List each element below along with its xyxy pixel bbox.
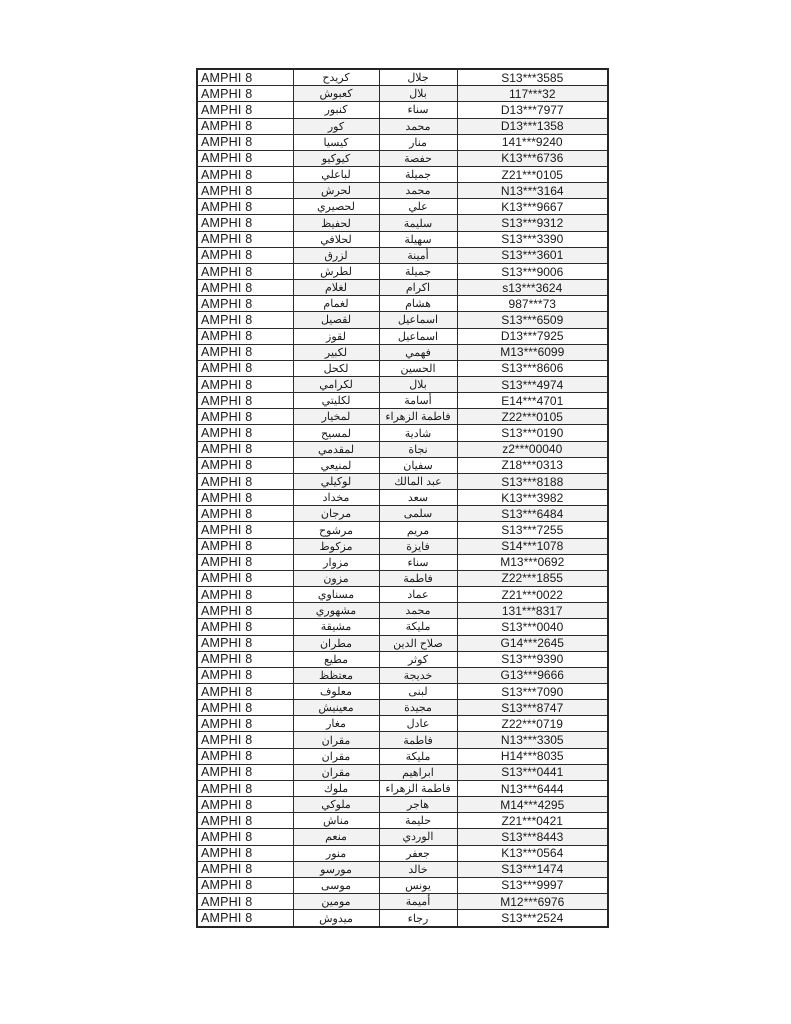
room-cell: AMPHI 8 xyxy=(197,473,293,489)
last-name-cell: منور xyxy=(293,845,379,861)
room-cell: AMPHI 8 xyxy=(197,69,293,86)
first-name-cell: بلال xyxy=(379,377,457,393)
last-name-cell: مقران xyxy=(293,748,379,764)
masked-id-cell: Z22***0105 xyxy=(457,409,608,425)
masked-id-cell: M13***6099 xyxy=(457,344,608,360)
table-row xyxy=(197,102,608,118)
last-name-cell: كيوكيو xyxy=(293,150,379,166)
first-name-cell: مريم xyxy=(379,522,457,538)
first-name-cell: خديجة xyxy=(379,667,457,683)
last-name-cell: لحلافي xyxy=(293,231,379,247)
last-name-cell: مخداد xyxy=(293,490,379,506)
room-cell: AMPHI 8 xyxy=(197,764,293,780)
room-cell: AMPHI 8 xyxy=(197,231,293,247)
table-row xyxy=(197,522,608,538)
table-row xyxy=(197,538,608,554)
first-name-cell: لبنى xyxy=(379,683,457,699)
first-name-cell: عماد xyxy=(379,587,457,603)
masked-id-cell: Z22***1855 xyxy=(457,570,608,586)
table-row xyxy=(197,166,608,182)
masked-id-cell: Z21***0105 xyxy=(457,166,608,182)
table-row xyxy=(197,683,608,699)
masked-id-cell: S13***3390 xyxy=(457,231,608,247)
table-row xyxy=(197,409,608,425)
first-name-cell: يونس xyxy=(379,877,457,893)
first-name-cell: مليكة xyxy=(379,748,457,764)
last-name-cell: كيسيا xyxy=(293,134,379,150)
room-cell: AMPHI 8 xyxy=(197,813,293,829)
room-cell: AMPHI 8 xyxy=(197,522,293,538)
first-name-cell: فهمي xyxy=(379,344,457,360)
first-name-cell: سعد xyxy=(379,490,457,506)
first-name-cell: أميمة xyxy=(379,894,457,910)
last-name-cell: لكبير xyxy=(293,344,379,360)
room-cell: AMPHI 8 xyxy=(197,377,293,393)
table-row xyxy=(197,263,608,279)
last-name-cell: لوكيلي xyxy=(293,473,379,489)
table-row xyxy=(197,716,608,732)
table-row xyxy=(197,619,608,635)
first-name-cell: سلمى xyxy=(379,506,457,522)
first-name-cell: جميلة xyxy=(379,166,457,182)
last-name-cell: مرشوح xyxy=(293,522,379,538)
last-name-cell: معتظظ xyxy=(293,667,379,683)
first-name-cell: محمد xyxy=(379,603,457,619)
room-cell: AMPHI 8 xyxy=(197,247,293,263)
masked-id-cell: S13***4974 xyxy=(457,377,608,393)
table-row xyxy=(197,425,608,441)
first-name-cell: مليكة xyxy=(379,619,457,635)
room-cell: AMPHI 8 xyxy=(197,409,293,425)
table-row xyxy=(197,457,608,473)
first-name-cell: جعفر xyxy=(379,845,457,861)
room-cell: AMPHI 8 xyxy=(197,118,293,134)
first-name-cell: اكرام xyxy=(379,280,457,296)
last-name-cell: مناش xyxy=(293,813,379,829)
masked-id-cell: Z18***0313 xyxy=(457,457,608,473)
first-name-cell: منار xyxy=(379,134,457,150)
room-cell: AMPHI 8 xyxy=(197,700,293,716)
masked-id-cell: K13***0564 xyxy=(457,845,608,861)
room-cell: AMPHI 8 xyxy=(197,554,293,570)
masked-id-cell: 141***9240 xyxy=(457,134,608,150)
room-cell: AMPHI 8 xyxy=(197,296,293,312)
masked-id-cell: S13***6484 xyxy=(457,506,608,522)
last-name-cell: مورسو xyxy=(293,861,379,877)
table-row xyxy=(197,748,608,764)
last-name-cell: لمقدمي xyxy=(293,441,379,457)
first-name-cell: سهيلة xyxy=(379,231,457,247)
last-name-cell: مشهوري xyxy=(293,603,379,619)
masked-id-cell: E14***4701 xyxy=(457,393,608,409)
table-row xyxy=(197,215,608,231)
masked-id-cell: S13***0190 xyxy=(457,425,608,441)
first-name-cell: مجيدة xyxy=(379,700,457,716)
last-name-cell: لمسيح xyxy=(293,425,379,441)
room-cell: AMPHI 8 xyxy=(197,166,293,182)
table-row xyxy=(197,877,608,893)
masked-id-cell: S13***0040 xyxy=(457,619,608,635)
first-name-cell: فاطمة الزهراء xyxy=(379,780,457,796)
masked-id-cell: K13***6736 xyxy=(457,150,608,166)
room-cell: AMPHI 8 xyxy=(197,716,293,732)
room-cell: AMPHI 8 xyxy=(197,86,293,102)
table-row xyxy=(197,199,608,215)
table-row xyxy=(197,134,608,150)
masked-id-cell: G13***9666 xyxy=(457,667,608,683)
last-name-cell: لحفيظ xyxy=(293,215,379,231)
first-name-cell: فاطمة xyxy=(379,732,457,748)
room-cell: AMPHI 8 xyxy=(197,587,293,603)
last-name-cell: كريدح xyxy=(293,69,379,86)
last-name-cell: لمنيعي xyxy=(293,457,379,473)
masked-id-cell: M12***6976 xyxy=(457,894,608,910)
table-row xyxy=(197,635,608,651)
room-cell: AMPHI 8 xyxy=(197,780,293,796)
masked-id-cell: N13***6444 xyxy=(457,780,608,796)
masked-id-cell: S13***8606 xyxy=(457,360,608,376)
last-name-cell: كعبوش xyxy=(293,86,379,102)
room-cell: AMPHI 8 xyxy=(197,829,293,845)
last-name-cell: لقصيل xyxy=(293,312,379,328)
last-name-cell: لغمام xyxy=(293,296,379,312)
last-name-cell: مقران xyxy=(293,764,379,780)
table-row xyxy=(197,377,608,393)
table-row xyxy=(197,296,608,312)
masked-id-cell: S13***8188 xyxy=(457,473,608,489)
masked-id-cell: S13***3601 xyxy=(457,247,608,263)
last-name-cell: مزوار xyxy=(293,554,379,570)
table-row xyxy=(197,845,608,861)
masked-id-cell: 131***8317 xyxy=(457,603,608,619)
table-row xyxy=(197,764,608,780)
first-name-cell: فاطمة xyxy=(379,570,457,586)
table-row xyxy=(197,797,608,813)
room-cell: AMPHI 8 xyxy=(197,570,293,586)
masked-id-cell: z2***00040 xyxy=(457,441,608,457)
last-name-cell: كنبور xyxy=(293,102,379,118)
room-cell: AMPHI 8 xyxy=(197,506,293,522)
last-name-cell: لطرش xyxy=(293,263,379,279)
masked-id-cell: S13***9390 xyxy=(457,651,608,667)
first-name-cell: سناء xyxy=(379,554,457,570)
room-cell: AMPHI 8 xyxy=(197,344,293,360)
masked-id-cell: S13***3585 xyxy=(457,69,608,86)
masked-id-cell: S14***1078 xyxy=(457,538,608,554)
table-row xyxy=(197,328,608,344)
last-name-cell: مقران xyxy=(293,732,379,748)
masked-id-cell: H14***8035 xyxy=(457,748,608,764)
table-row xyxy=(197,667,608,683)
masked-id-cell: S13***9006 xyxy=(457,263,608,279)
room-cell: AMPHI 8 xyxy=(197,199,293,215)
first-name-cell: حليمة xyxy=(379,813,457,829)
masked-id-cell: Z22***0719 xyxy=(457,716,608,732)
table-row xyxy=(197,587,608,603)
last-name-cell: معينيش xyxy=(293,700,379,716)
table-row xyxy=(197,247,608,263)
masked-id-cell: Z21***0421 xyxy=(457,813,608,829)
last-name-cell: مرجان xyxy=(293,506,379,522)
room-cell: AMPHI 8 xyxy=(197,683,293,699)
first-name-cell: سليمة xyxy=(379,215,457,231)
room-cell: AMPHI 8 xyxy=(197,490,293,506)
first-name-cell: خالد xyxy=(379,861,457,877)
table-row xyxy=(197,651,608,667)
table-row xyxy=(197,473,608,489)
first-name-cell: أسامة xyxy=(379,393,457,409)
table-row xyxy=(197,603,608,619)
table-row xyxy=(197,344,608,360)
last-name-cell: لمخيار xyxy=(293,409,379,425)
masked-id-cell: K13***3982 xyxy=(457,490,608,506)
first-name-cell: اسماعيل xyxy=(379,328,457,344)
first-name-cell: أمينة xyxy=(379,247,457,263)
last-name-cell: لكرامي xyxy=(293,377,379,393)
table-row xyxy=(197,231,608,247)
masked-id-cell: 987***73 xyxy=(457,296,608,312)
table-row xyxy=(197,700,608,716)
table-row xyxy=(197,861,608,877)
first-name-cell: محمد xyxy=(379,183,457,199)
first-name-cell: شادية xyxy=(379,425,457,441)
masked-id-cell: D13***7977 xyxy=(457,102,608,118)
room-cell: AMPHI 8 xyxy=(197,441,293,457)
masked-id-cell: Z21***0022 xyxy=(457,587,608,603)
room-cell: AMPHI 8 xyxy=(197,748,293,764)
last-name-cell: موسى xyxy=(293,877,379,893)
masked-id-cell: S13***9997 xyxy=(457,877,608,893)
room-cell: AMPHI 8 xyxy=(197,183,293,199)
masked-id-cell: S13***2524 xyxy=(457,910,608,927)
last-name-cell: مسناوي xyxy=(293,587,379,603)
room-assignment-table xyxy=(196,68,609,928)
room-cell: AMPHI 8 xyxy=(197,280,293,296)
masked-id-cell: D13***1358 xyxy=(457,118,608,134)
masked-id-cell: S13***8747 xyxy=(457,700,608,716)
first-name-cell: عبد المالك xyxy=(379,473,457,489)
first-name-cell: اسماعيل xyxy=(379,312,457,328)
masked-id-cell: S13***1474 xyxy=(457,861,608,877)
table-row xyxy=(197,441,608,457)
last-name-cell: لغلام xyxy=(293,280,379,296)
room-cell: AMPHI 8 xyxy=(197,134,293,150)
room-cell: AMPHI 8 xyxy=(197,619,293,635)
room-cell: AMPHI 8 xyxy=(197,667,293,683)
first-name-cell: محمد xyxy=(379,118,457,134)
masked-id-cell: 117***32 xyxy=(457,86,608,102)
table-row xyxy=(197,780,608,796)
room-cell: AMPHI 8 xyxy=(197,538,293,554)
room-cell: AMPHI 8 xyxy=(197,312,293,328)
table-row xyxy=(197,118,608,134)
last-name-cell: ميدوش xyxy=(293,910,379,927)
first-name-cell: رجاء xyxy=(379,910,457,927)
room-cell: AMPHI 8 xyxy=(197,215,293,231)
table-row xyxy=(197,312,608,328)
table-row xyxy=(197,183,608,199)
masked-id-cell: S13***6509 xyxy=(457,312,608,328)
last-name-cell: مشيقة xyxy=(293,619,379,635)
last-name-cell: لحرش xyxy=(293,183,379,199)
table-row xyxy=(197,360,608,376)
room-cell: AMPHI 8 xyxy=(197,263,293,279)
masked-id-cell: M13***0692 xyxy=(457,554,608,570)
last-name-cell: لزرق xyxy=(293,247,379,263)
first-name-cell: الوردي xyxy=(379,829,457,845)
first-name-cell: كوثر xyxy=(379,651,457,667)
last-name-cell: كور xyxy=(293,118,379,134)
last-name-cell: مومين xyxy=(293,894,379,910)
first-name-cell: ابراهيم xyxy=(379,764,457,780)
table-row xyxy=(197,393,608,409)
last-name-cell: مطران xyxy=(293,635,379,651)
first-name-cell: عادل xyxy=(379,716,457,732)
room-cell: AMPHI 8 xyxy=(197,150,293,166)
room-cell: AMPHI 8 xyxy=(197,845,293,861)
last-name-cell: معلوف xyxy=(293,683,379,699)
room-cell: AMPHI 8 xyxy=(197,877,293,893)
first-name-cell: جلال xyxy=(379,69,457,86)
first-name-cell: نجاة xyxy=(379,441,457,457)
table-row xyxy=(197,86,608,102)
room-cell: AMPHI 8 xyxy=(197,797,293,813)
masked-id-cell: S13***8443 xyxy=(457,829,608,845)
table-row xyxy=(197,829,608,845)
first-name-cell: سفيان xyxy=(379,457,457,473)
first-name-cell: بلال xyxy=(379,86,457,102)
masked-id-cell: S13***9312 xyxy=(457,215,608,231)
first-name-cell: جميلة xyxy=(379,263,457,279)
room-cell: AMPHI 8 xyxy=(197,861,293,877)
room-cell: AMPHI 8 xyxy=(197,651,293,667)
last-name-cell: مزكوط xyxy=(293,538,379,554)
room-cell: AMPHI 8 xyxy=(197,328,293,344)
last-name-cell: منعم xyxy=(293,829,379,845)
table-row xyxy=(197,490,608,506)
room-cell: AMPHI 8 xyxy=(197,635,293,651)
last-name-cell: لكليتي xyxy=(293,393,379,409)
table-row xyxy=(197,554,608,570)
assignment-table-body xyxy=(197,69,608,927)
table-row xyxy=(197,813,608,829)
room-cell: AMPHI 8 xyxy=(197,894,293,910)
masked-id-cell: D13***7925 xyxy=(457,328,608,344)
first-name-cell: الحسين xyxy=(379,360,457,376)
masked-id-cell: S13***0441 xyxy=(457,764,608,780)
masked-id-cell: s13***3624 xyxy=(457,280,608,296)
room-cell: AMPHI 8 xyxy=(197,603,293,619)
room-cell: AMPHI 8 xyxy=(197,425,293,441)
last-name-cell: ملوكي xyxy=(293,797,379,813)
room-cell: AMPHI 8 xyxy=(197,102,293,118)
first-name-cell: هشام xyxy=(379,296,457,312)
table-row xyxy=(197,894,608,910)
first-name-cell: حفصة xyxy=(379,150,457,166)
masked-id-cell: N13***3305 xyxy=(457,732,608,748)
last-name-cell: ملوك xyxy=(293,780,379,796)
masked-id-cell: K13***9667 xyxy=(457,199,608,215)
first-name-cell: فاطمة الزهراء xyxy=(379,409,457,425)
table-row xyxy=(197,506,608,522)
table-row xyxy=(197,910,608,927)
first-name-cell: فايزة xyxy=(379,538,457,554)
last-name-cell: مغار xyxy=(293,716,379,732)
last-name-cell: مزون xyxy=(293,570,379,586)
table-row xyxy=(197,150,608,166)
table-row xyxy=(197,570,608,586)
room-cell: AMPHI 8 xyxy=(197,732,293,748)
room-cell: AMPHI 8 xyxy=(197,393,293,409)
room-cell: AMPHI 8 xyxy=(197,457,293,473)
last-name-cell: لقوز xyxy=(293,328,379,344)
table-row xyxy=(197,732,608,748)
masked-id-cell: G14***2645 xyxy=(457,635,608,651)
table-row xyxy=(197,69,608,86)
first-name-cell: علي xyxy=(379,199,457,215)
masked-id-cell: S13***7090 xyxy=(457,683,608,699)
last-name-cell: مطيع xyxy=(293,651,379,667)
room-cell: AMPHI 8 xyxy=(197,910,293,927)
first-name-cell: صلاح الدين xyxy=(379,635,457,651)
last-name-cell: لباعلي xyxy=(293,166,379,182)
masked-id-cell: N13***3164 xyxy=(457,183,608,199)
last-name-cell: لكحل xyxy=(293,360,379,376)
masked-id-cell: M14***4295 xyxy=(457,797,608,813)
first-name-cell: هاجر xyxy=(379,797,457,813)
room-cell: AMPHI 8 xyxy=(197,360,293,376)
masked-id-cell: S13***7255 xyxy=(457,522,608,538)
last-name-cell: لحصيري xyxy=(293,199,379,215)
table-row xyxy=(197,280,608,296)
first-name-cell: سناء xyxy=(379,102,457,118)
